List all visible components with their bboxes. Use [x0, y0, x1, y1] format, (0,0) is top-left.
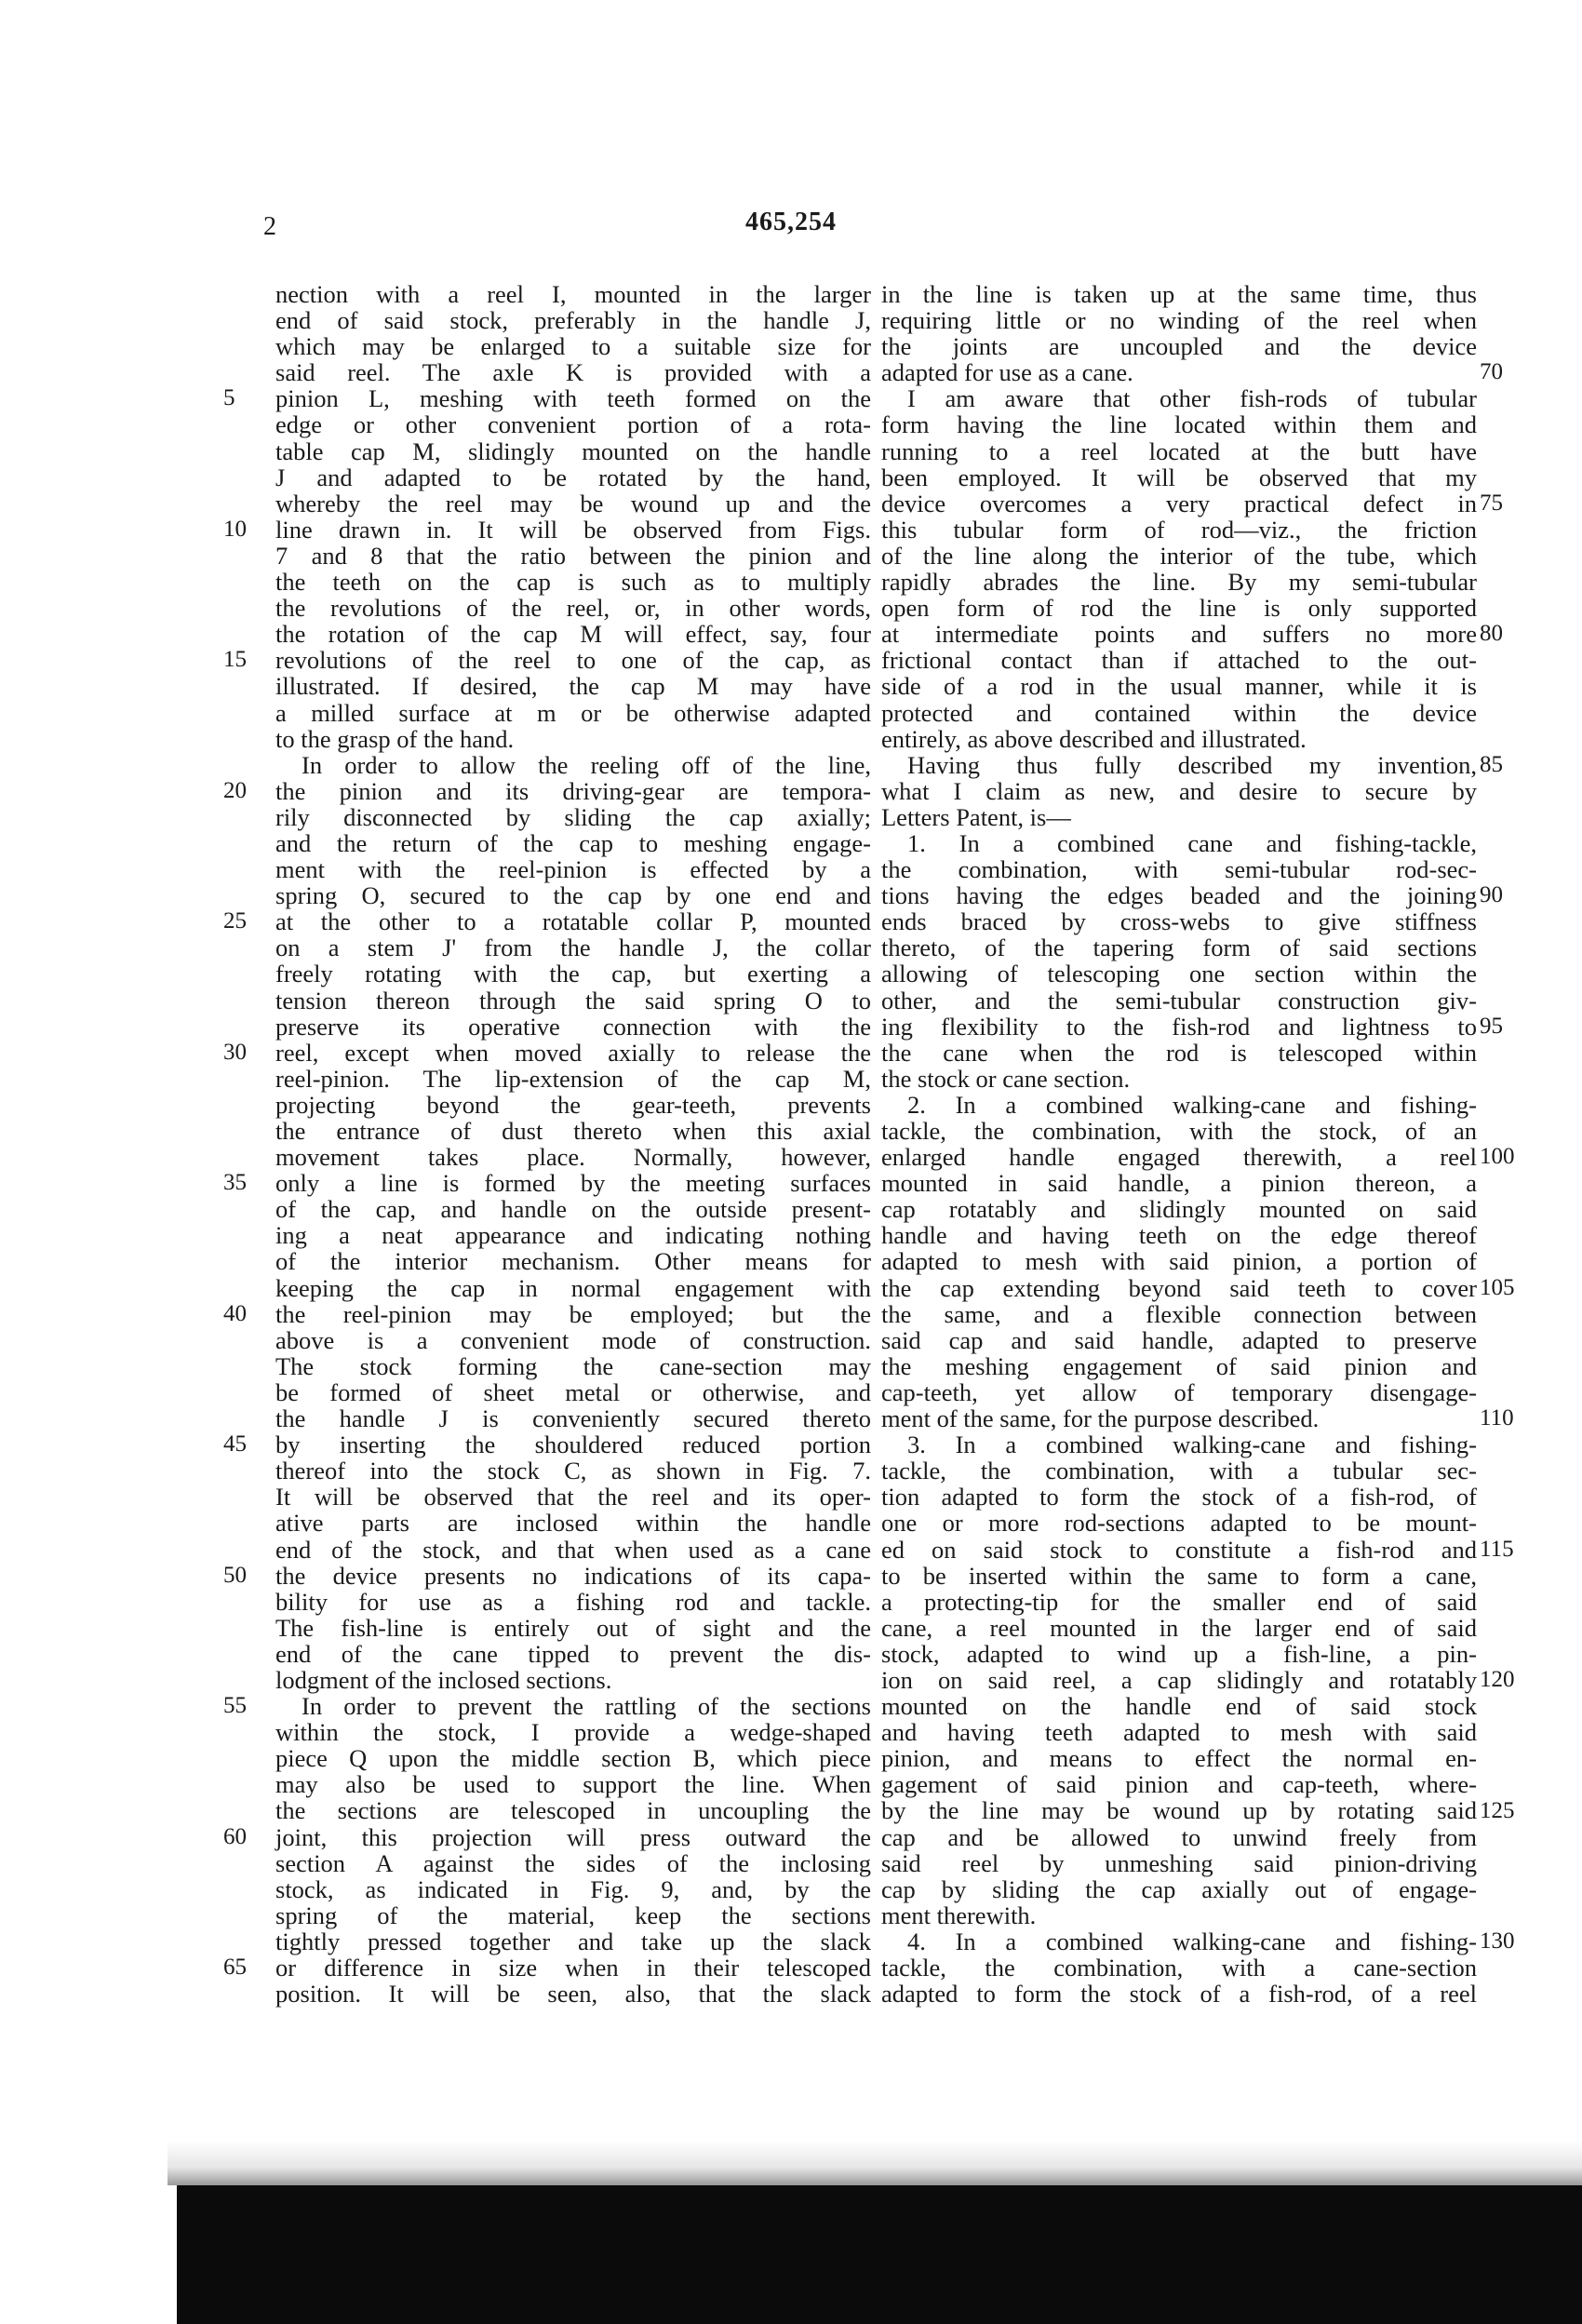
line-number: 55 [223, 1693, 247, 1719]
line-number: 115 [1480, 1536, 1514, 1562]
text-line: 2. In a combined walking-cane and fishing- [907, 1090, 1477, 1119]
line-number: 15 [223, 647, 247, 673]
text-line: line drawn in. It will be observed from Figs. [275, 515, 871, 544]
text-line: the cap extending beyond said teeth to cover [881, 1273, 1477, 1302]
text-line: piece Q upon the middle section B, which piece [275, 1744, 871, 1773]
text-line: the handle J is conveniently secured thereto [275, 1404, 871, 1433]
text-line: to be inserted within the same to form a cane, [881, 1561, 1477, 1590]
text-line: other, and the semi-tubular construction giv- [881, 986, 1477, 1014]
text-line: adapted to mesh with said pinion, a portion of [881, 1247, 1477, 1276]
text-line: requiring little or no winding of the reel when [881, 306, 1477, 335]
text-line: 1. In a combined cane and fishing-tackle, [907, 828, 1477, 857]
text-line: position. It will be seen, also, that the slack [275, 1980, 871, 2008]
text-line: tackle, the combination, with the stock, of an [881, 1117, 1477, 1145]
text-line: enlarged handle engaged therewith, a reel [881, 1143, 1477, 1172]
text-line: tackle, the combination, with a tubular sec- [881, 1457, 1477, 1485]
text-line: the pinion and its driving-gear are tempora- [275, 776, 871, 805]
text-line: cap and be allowed to unwind freely from [881, 1822, 1477, 1851]
text-line: section A against the sides of the inclosing [275, 1848, 871, 1877]
text-line: ing flexibility to the fish-rod and lightness to [881, 1012, 1477, 1041]
text-line: to the grasp of the hand. [275, 724, 515, 753]
text-line: table cap M, slidingly mounted on the handle [275, 437, 871, 465]
text-line: be formed of sheet metal or otherwise, and [275, 1377, 871, 1406]
page-number: 2 [263, 212, 276, 241]
scan-bottom-border [177, 2185, 1582, 2324]
text-line: cap by sliding the cap axially out of engage- [881, 1874, 1477, 1903]
text-line: or difference in size when in their telescoped [275, 1954, 871, 1981]
text-line: handle and having teeth on the edge thereof [881, 1221, 1477, 1250]
text-line: the entrance of dust thereto when this axial [275, 1117, 871, 1145]
text-line: mounted in said handle, a pinion thereon, a [881, 1169, 1477, 1198]
text-line: In order to prevent the rattling of the sections [302, 1692, 871, 1721]
text-line: ends braced by cross-webs to give stiffness [881, 907, 1477, 936]
text-line: illustrated. If desired, the cap M may have [275, 672, 871, 701]
text-line: movement takes place. Normally, however, [275, 1143, 871, 1172]
text-line: only a line is formed by the meeting surfaces [275, 1169, 871, 1198]
line-number: 35 [223, 1170, 247, 1196]
text-line: 7 and 8 that the ratio between the pinion and [275, 541, 871, 570]
line-number: 20 [223, 777, 247, 803]
text-line: by the line may be wound up by rotating said [881, 1796, 1477, 1825]
text-line: the rotation of the cap M will effect, say, four [275, 620, 871, 649]
text-line: the reel-pinion may be employed; but the [275, 1299, 871, 1328]
text-line: Having thus fully described my invention, [907, 750, 1477, 779]
text-line: the teeth on the cap is such as to multiply [275, 568, 871, 597]
text-line: allowing of telescoping one section within the [881, 960, 1477, 988]
text-line: the combination, with semi-tubular rod-sec- [881, 855, 1477, 884]
text-line: what I claim as new, and desire to secure by [881, 776, 1477, 805]
text-line: The stock forming the cane-section may [275, 1351, 871, 1380]
text-line: cane, a reel mounted in the larger end of said [881, 1613, 1477, 1642]
text-line: bility for use as a fishing rod and tackle. [275, 1587, 871, 1616]
text-line: In order to allow the reeling off of the line, [302, 750, 871, 779]
text-line: ing a neat appearance and indicating nothing [275, 1221, 871, 1250]
text-line: ed on said stock to constitute a fish-rod and [881, 1535, 1477, 1564]
text-line: a protecting-tip for the smaller end of said [881, 1587, 1477, 1616]
text-line: end of said stock, preferably in the handle J, [275, 306, 871, 335]
text-line: of the interior mechanism. Other means for [275, 1247, 871, 1276]
line-number: 70 [1480, 359, 1503, 385]
text-line: at the other to a rotatable collar P, mounted [275, 907, 871, 936]
line-number: 10 [223, 516, 247, 542]
text-line: Letters Patent, is— [881, 802, 1071, 831]
line-number: 90 [1480, 882, 1503, 908]
text-line: revolutions of the reel to one of the cap, as [275, 646, 871, 675]
text-line: above is a convenient mode of construction. [275, 1325, 871, 1354]
text-line: reel-pinion. The lip-extension of the cap M, [275, 1064, 871, 1093]
text-line: ative parts are inclosed within the handle [275, 1509, 871, 1538]
line-number: 110 [1480, 1405, 1514, 1431]
text-line: cap rotatably and slidingly mounted on said [881, 1195, 1477, 1224]
line-number: 85 [1480, 751, 1503, 777]
text-line: by inserting the shouldered reduced portion [275, 1431, 871, 1459]
text-line: joint, this projection will press outward the [275, 1822, 871, 1851]
text-line: said cap and said handle, adapted to preserve [881, 1325, 1477, 1354]
text-line: tions having the edges beaded and the joining [881, 881, 1477, 910]
line-number: 105 [1480, 1274, 1515, 1300]
line-number: 100 [1480, 1144, 1515, 1170]
text-line: in the line is taken up at the same time, thus [881, 280, 1477, 308]
line-number: 40 [223, 1300, 247, 1326]
line-number: 65 [223, 1955, 247, 1981]
line-number: 120 [1480, 1667, 1515, 1693]
text-line: J and adapted to be rotated by the hand, [275, 463, 871, 491]
line-number: 75 [1480, 490, 1503, 516]
text-line: entirely, as above described and illustrated. [881, 724, 1307, 753]
text-line: within the stock, I provide a wedge-shaped [275, 1718, 871, 1747]
text-line: running to a reel located at the butt have [881, 437, 1477, 465]
text-line: ment of the same, for the purpose described. [881, 1404, 1320, 1433]
line-number: 25 [223, 908, 247, 934]
text-line: and having teeth adapted to mesh with said [881, 1718, 1477, 1747]
text-line: end of the stock, and that when used as a cane [275, 1535, 871, 1564]
line-number: 5 [223, 385, 235, 411]
text-line: thereof into the stock C, as shown in Fig. 7. [275, 1457, 871, 1485]
text-line: at intermediate points and suffers no more [881, 620, 1477, 649]
text-line: device overcomes a very practical defect in [881, 489, 1477, 517]
text-line: which may be enlarged to a suitable size for [275, 332, 871, 361]
text-line: the device presents no indications of its capa- [275, 1561, 871, 1590]
text-line: the stock or cane section. [881, 1064, 1131, 1093]
text-line: pinion, and means to effect the normal en- [881, 1744, 1477, 1773]
text-line: been employed. It will be observed that my [881, 463, 1477, 491]
text-line: the sections are telescoped in uncoupling the [275, 1796, 871, 1825]
line-number: 130 [1480, 1928, 1515, 1955]
text-line: stock, adapted to wind up a fish-line, a pin- [881, 1639, 1477, 1668]
text-line: this tubular form of rod—viz., the friction [881, 515, 1477, 544]
line-number: 45 [223, 1431, 247, 1458]
line-number: 50 [223, 1562, 247, 1588]
text-line: keeping the cap in normal engagement with [275, 1273, 871, 1302]
line-number: 30 [223, 1039, 247, 1065]
text-line: the joints are uncoupled and the device [881, 332, 1477, 361]
text-line: spring of the material, keep the sections [275, 1901, 871, 1929]
text-line: stock, as indicated in Fig. 9, and, by the [275, 1874, 871, 1903]
text-line: the meshing engagement of said pinion and [881, 1351, 1477, 1380]
line-number: 80 [1480, 621, 1503, 647]
text-line: rapidly abrades the line. By my semi-tubular [881, 568, 1477, 597]
text-line: form having the line located within them and [881, 410, 1477, 439]
text-line: the same, and a flexible connection between [881, 1299, 1477, 1328]
text-line: freely rotating with the cap, but exerting a [275, 960, 871, 988]
text-line: mounted on the handle end of said stock [881, 1692, 1477, 1721]
text-line: rily disconnected by sliding the cap axially; [275, 802, 871, 831]
line-number: 125 [1480, 1797, 1515, 1823]
text-line: ion on said reel, a cap slidingly and rotatably [881, 1665, 1477, 1694]
text-line: thereto, of the tapering form of said sections [881, 934, 1477, 962]
patent-number: 465,254 [745, 208, 837, 236]
text-line: the revolutions of the reel, or, in other words, [275, 594, 871, 623]
text-line: 4. In a combined walking-cane and fishing- [907, 1927, 1477, 1955]
text-line: said reel by unmeshing said pinion-driving [881, 1848, 1477, 1877]
text-line: reel, except when moved axially to release the [275, 1038, 871, 1067]
scan-bottom-shadow [168, 2141, 1582, 2185]
text-line: of the line along the interior of the tube, which [881, 541, 1477, 570]
text-line: 3. In a combined walking-cane and fishing- [907, 1431, 1477, 1459]
text-line: end of the cane tipped to prevent the dis- [275, 1639, 871, 1668]
left-text-column [275, 281, 871, 2007]
text-line: tackle, the combination, with a cane-section [881, 1954, 1477, 1981]
text-line: open form of rod the line is only supported [881, 594, 1477, 623]
text-line: tion adapted to form the stock of a fish-rod, of [881, 1483, 1477, 1511]
text-line: It will be observed that the reel and its oper- [275, 1483, 871, 1511]
text-line: adapted to form the stock of a fish-rod, of a reel [881, 1980, 1477, 2008]
text-line: preserve its operative connection with the [275, 1012, 871, 1041]
text-line: I am aware that other fish-rods of tubular [907, 384, 1477, 413]
text-line: The fish-line is entirely out of sight and the [275, 1613, 871, 1642]
text-line: of the cap, and handle on the outside present- [275, 1195, 871, 1224]
text-line: the cane when the rod is telescoped within [881, 1038, 1477, 1067]
text-line: nection with a reel I, mounted in the larger [275, 280, 871, 308]
text-line: tension thereon through the said spring O to [275, 986, 871, 1014]
line-number: 60 [223, 1823, 247, 1849]
text-line: one or more rod-sections adapted to be mount- [881, 1509, 1477, 1538]
right-text-column [881, 281, 1477, 2007]
text-line: lodgment of the inclosed sections. [275, 1665, 612, 1694]
text-line: spring O, secured to the cap by one end and [275, 881, 871, 910]
text-line: ment with the reel-pinion is effected by a [275, 855, 871, 884]
text-line: tightly pressed together and take up the slack [275, 1927, 871, 1955]
text-line: frictional contact than if attached to the out- [881, 646, 1477, 675]
text-line: protected and contained within the device [881, 698, 1477, 727]
line-number: 95 [1480, 1013, 1503, 1039]
text-line: and the return of the cap to meshing engage- [275, 828, 871, 857]
text-line: pinion L, meshing with teeth formed on the [275, 384, 871, 413]
text-line: may also be used to support the line. When [275, 1770, 871, 1799]
text-line: adapted for use as a cane. [881, 358, 1133, 387]
text-line: on a stem J' from the handle J, the collar [275, 934, 871, 962]
text-line: a milled surface at m or be otherwise adapted [275, 698, 871, 727]
text-line: projecting beyond the gear-teeth, prevents [275, 1090, 871, 1119]
text-line: edge or other convenient portion of a rota- [275, 410, 871, 439]
text-line: said reel. The axle K is provided with a [275, 358, 871, 387]
text-line: ment therewith. [881, 1901, 1037, 1929]
text-line: gagement of said pinion and cap-teeth, where- [881, 1770, 1477, 1799]
text-line: whereby the reel may be wound up and the [275, 489, 871, 517]
text-line: side of a rod in the usual manner, while it is [881, 672, 1477, 701]
text-line: cap-teeth, yet allow of temporary disengage- [881, 1377, 1477, 1406]
